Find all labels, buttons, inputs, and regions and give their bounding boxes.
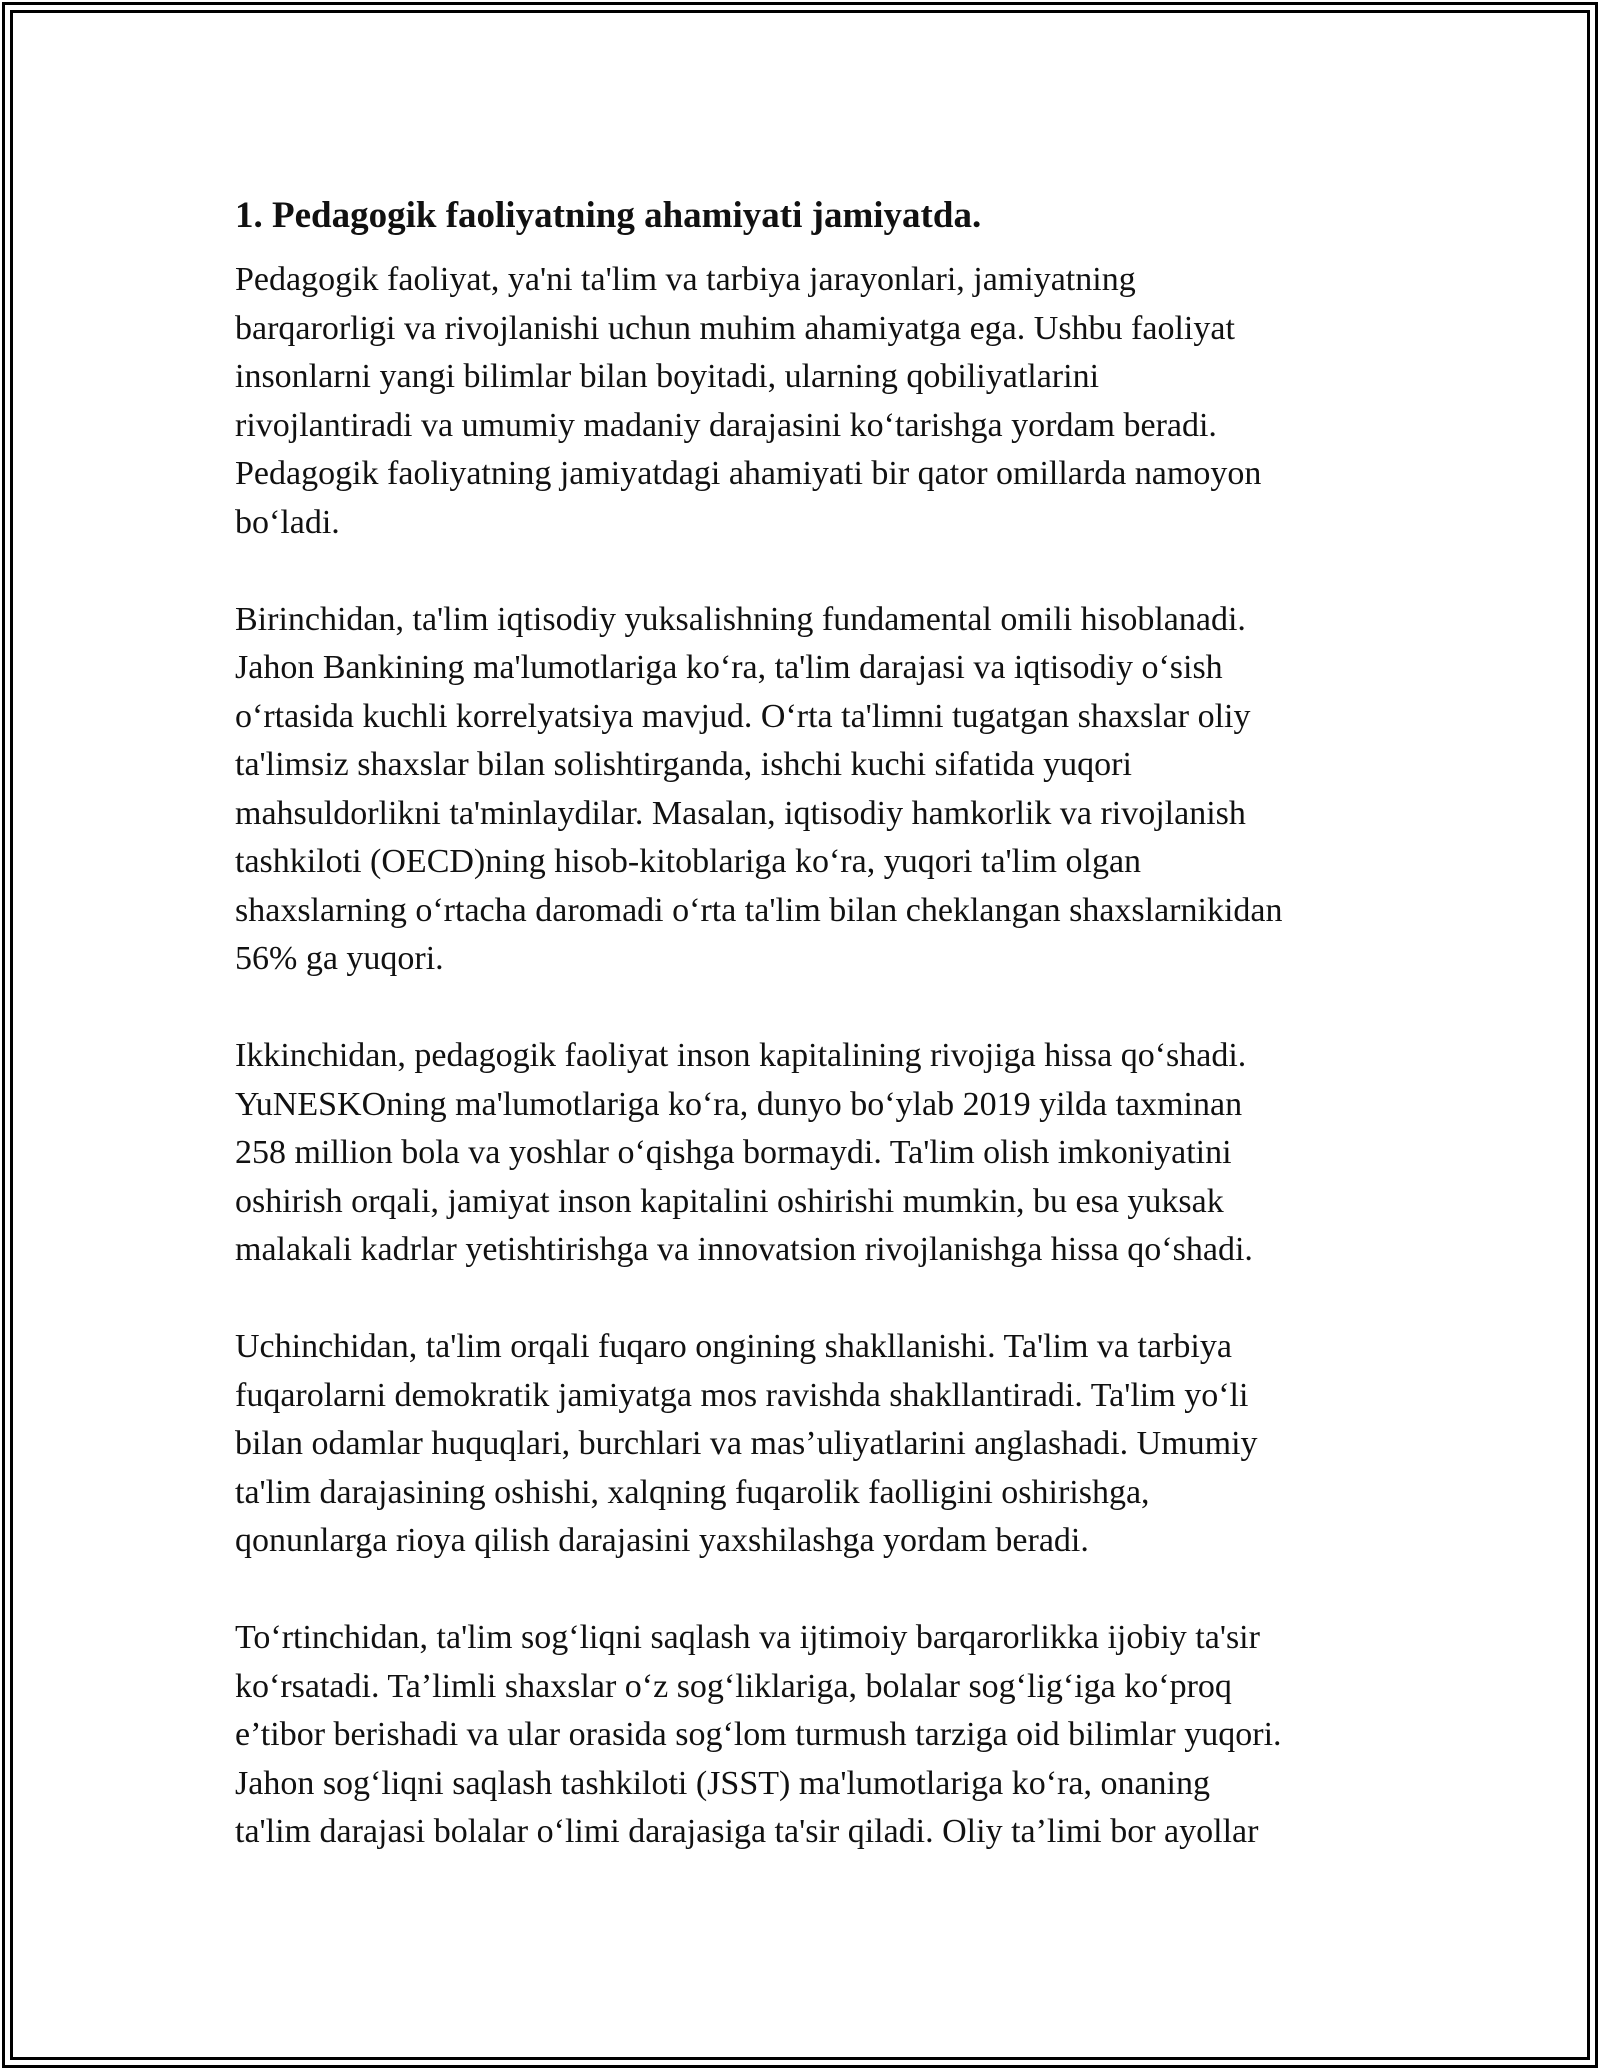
text-line: e’tibor berishadi va ular orasida sog‘lom turmush tarziga oid bilimlar yuqori. [235, 1716, 1282, 1753]
text-line: ko‘rsatadi. Ta’limli shaxslar o‘z sog‘liklariga, bolalar sog‘lig‘iga ko‘proq [235, 1667, 1232, 1705]
paragraph-fourth-point [235, 1614, 1375, 1857]
text-line: malakali kadrlar yetishtirishga va innovatsion rivojlanishga hissa qo‘shadi. [235, 1231, 1253, 1268]
text-line: qonunlarga rioya qilish darajasini yaxshilashga yordam beradi. [235, 1522, 1089, 1559]
paragraph-first-point [235, 596, 1375, 984]
text-line: oshirish orqali, jamiyat inson kapitalini oshirishi mumkin, bu esa yuksak [235, 1182, 1224, 1220]
section-heading: 1. Pedagogik faoliyatning ahamiyati jamiyatda. [235, 195, 982, 236]
text-line: YuNESKOning ma'lumotlariga ko‘ra, dunyo bo‘ylab 2019 yilda taxminan [235, 1085, 1243, 1123]
document-body [235, 188, 1375, 1857]
paragraph-intro [235, 256, 1375, 547]
text-line: Ikkinchidan, pedagogik faoliyat inson kapitalining rivojiga hissa qo‘shadi. [235, 1037, 1247, 1074]
text-line: barqarorligi va rivojlanishi uchun muhim ahamiyatga ega. Ushbu faoliyat [235, 309, 1235, 347]
text-line: 258 million bola va yoshlar o‘qishga bormaydi. Ta'lim olish imkoniyatini [235, 1134, 1232, 1171]
text-line: bo‘ladi. [235, 503, 340, 541]
paragraph-second-point [235, 1032, 1375, 1275]
text-line: ta'lim darajasi bolalar o‘limi darajasiga ta'sir qiladi. Oliy ta’limi bor ayollar [235, 1813, 1259, 1850]
text-line: o‘rtasida kuchli korrelyatsiya mavjud. O‘rta ta'limni tugatgan shaxslar oliy [235, 697, 1251, 735]
paragraph-third-point [235, 1323, 1375, 1566]
text-line: Birinchidan, ta'lim iqtisodiy yuksalishning fundamental omili hisoblanadi. [235, 600, 1246, 638]
text-line: tashkiloti (OECD)ning hisob-kitoblariga ko‘ra, yuqori ta'lim olgan [235, 843, 1142, 880]
text-line: insonlarni yangi bilimlar bilan boyitadi, ularning qobiliyatlarini [235, 358, 1100, 395]
text-line: Jahon Bankining ma'lumotlariga ko‘ra, ta'lim darajasi va iqtisodiy o‘sish [235, 649, 1223, 686]
text-line: ta'limsiz shaxslar bilan solishtirganda, ishchi kuchi sifatida yuqori [235, 746, 1132, 783]
text-line: ta'lim darajasining oshishi, xalqning fuqarolik faolligini oshirishga, [235, 1473, 1150, 1511]
text-line: fuqarolarni demokratik jamiyatga mos ravishda shakllantiradi. Ta'lim yo‘li [235, 1376, 1249, 1414]
text-line: 56% ga yuqori. [235, 940, 444, 977]
text-line: mahsuldorlikni ta'minlaydilar. Masalan, iqtisodiy hamkorlik va rivojlanish [235, 794, 1246, 832]
text-line: rivojlantiradi va umumiy madaniy darajasini ko‘tarishga yordam beradi. [235, 406, 1217, 444]
text-line: shaxslarning o‘rtacha daromadi o‘rta ta'lim bilan cheklangan shaxslarnikidan [235, 891, 1283, 929]
text-line: bilan odamlar huquqlari, burchlari va mas’uliyatlarini anglashadi. Umumiy [235, 1425, 1258, 1462]
text-line: To‘rtinchidan, ta'lim sog‘liqni saqlash va ijtimoiy barqarorlikka ijobiy ta'sir [235, 1619, 1260, 1656]
text-line: Jahon sog‘liqni saqlash tashkiloti (JSST) ma'lumotlariga ko‘ra, onaning [235, 1764, 1210, 1802]
text-line: Pedagogik faoliyat, ya'ni ta'lim va tarbiya jarayonlari, jamiyatning [235, 261, 1136, 298]
text-line: Uchinchidan, ta'lim orqali fuqaro ongining shakllanishi. Ta'lim va tarbiya [235, 1328, 1232, 1365]
text-line: Pedagogik faoliyatning jamiyatdagi ahamiyati bir qator omillarda namoyon [235, 455, 1262, 492]
